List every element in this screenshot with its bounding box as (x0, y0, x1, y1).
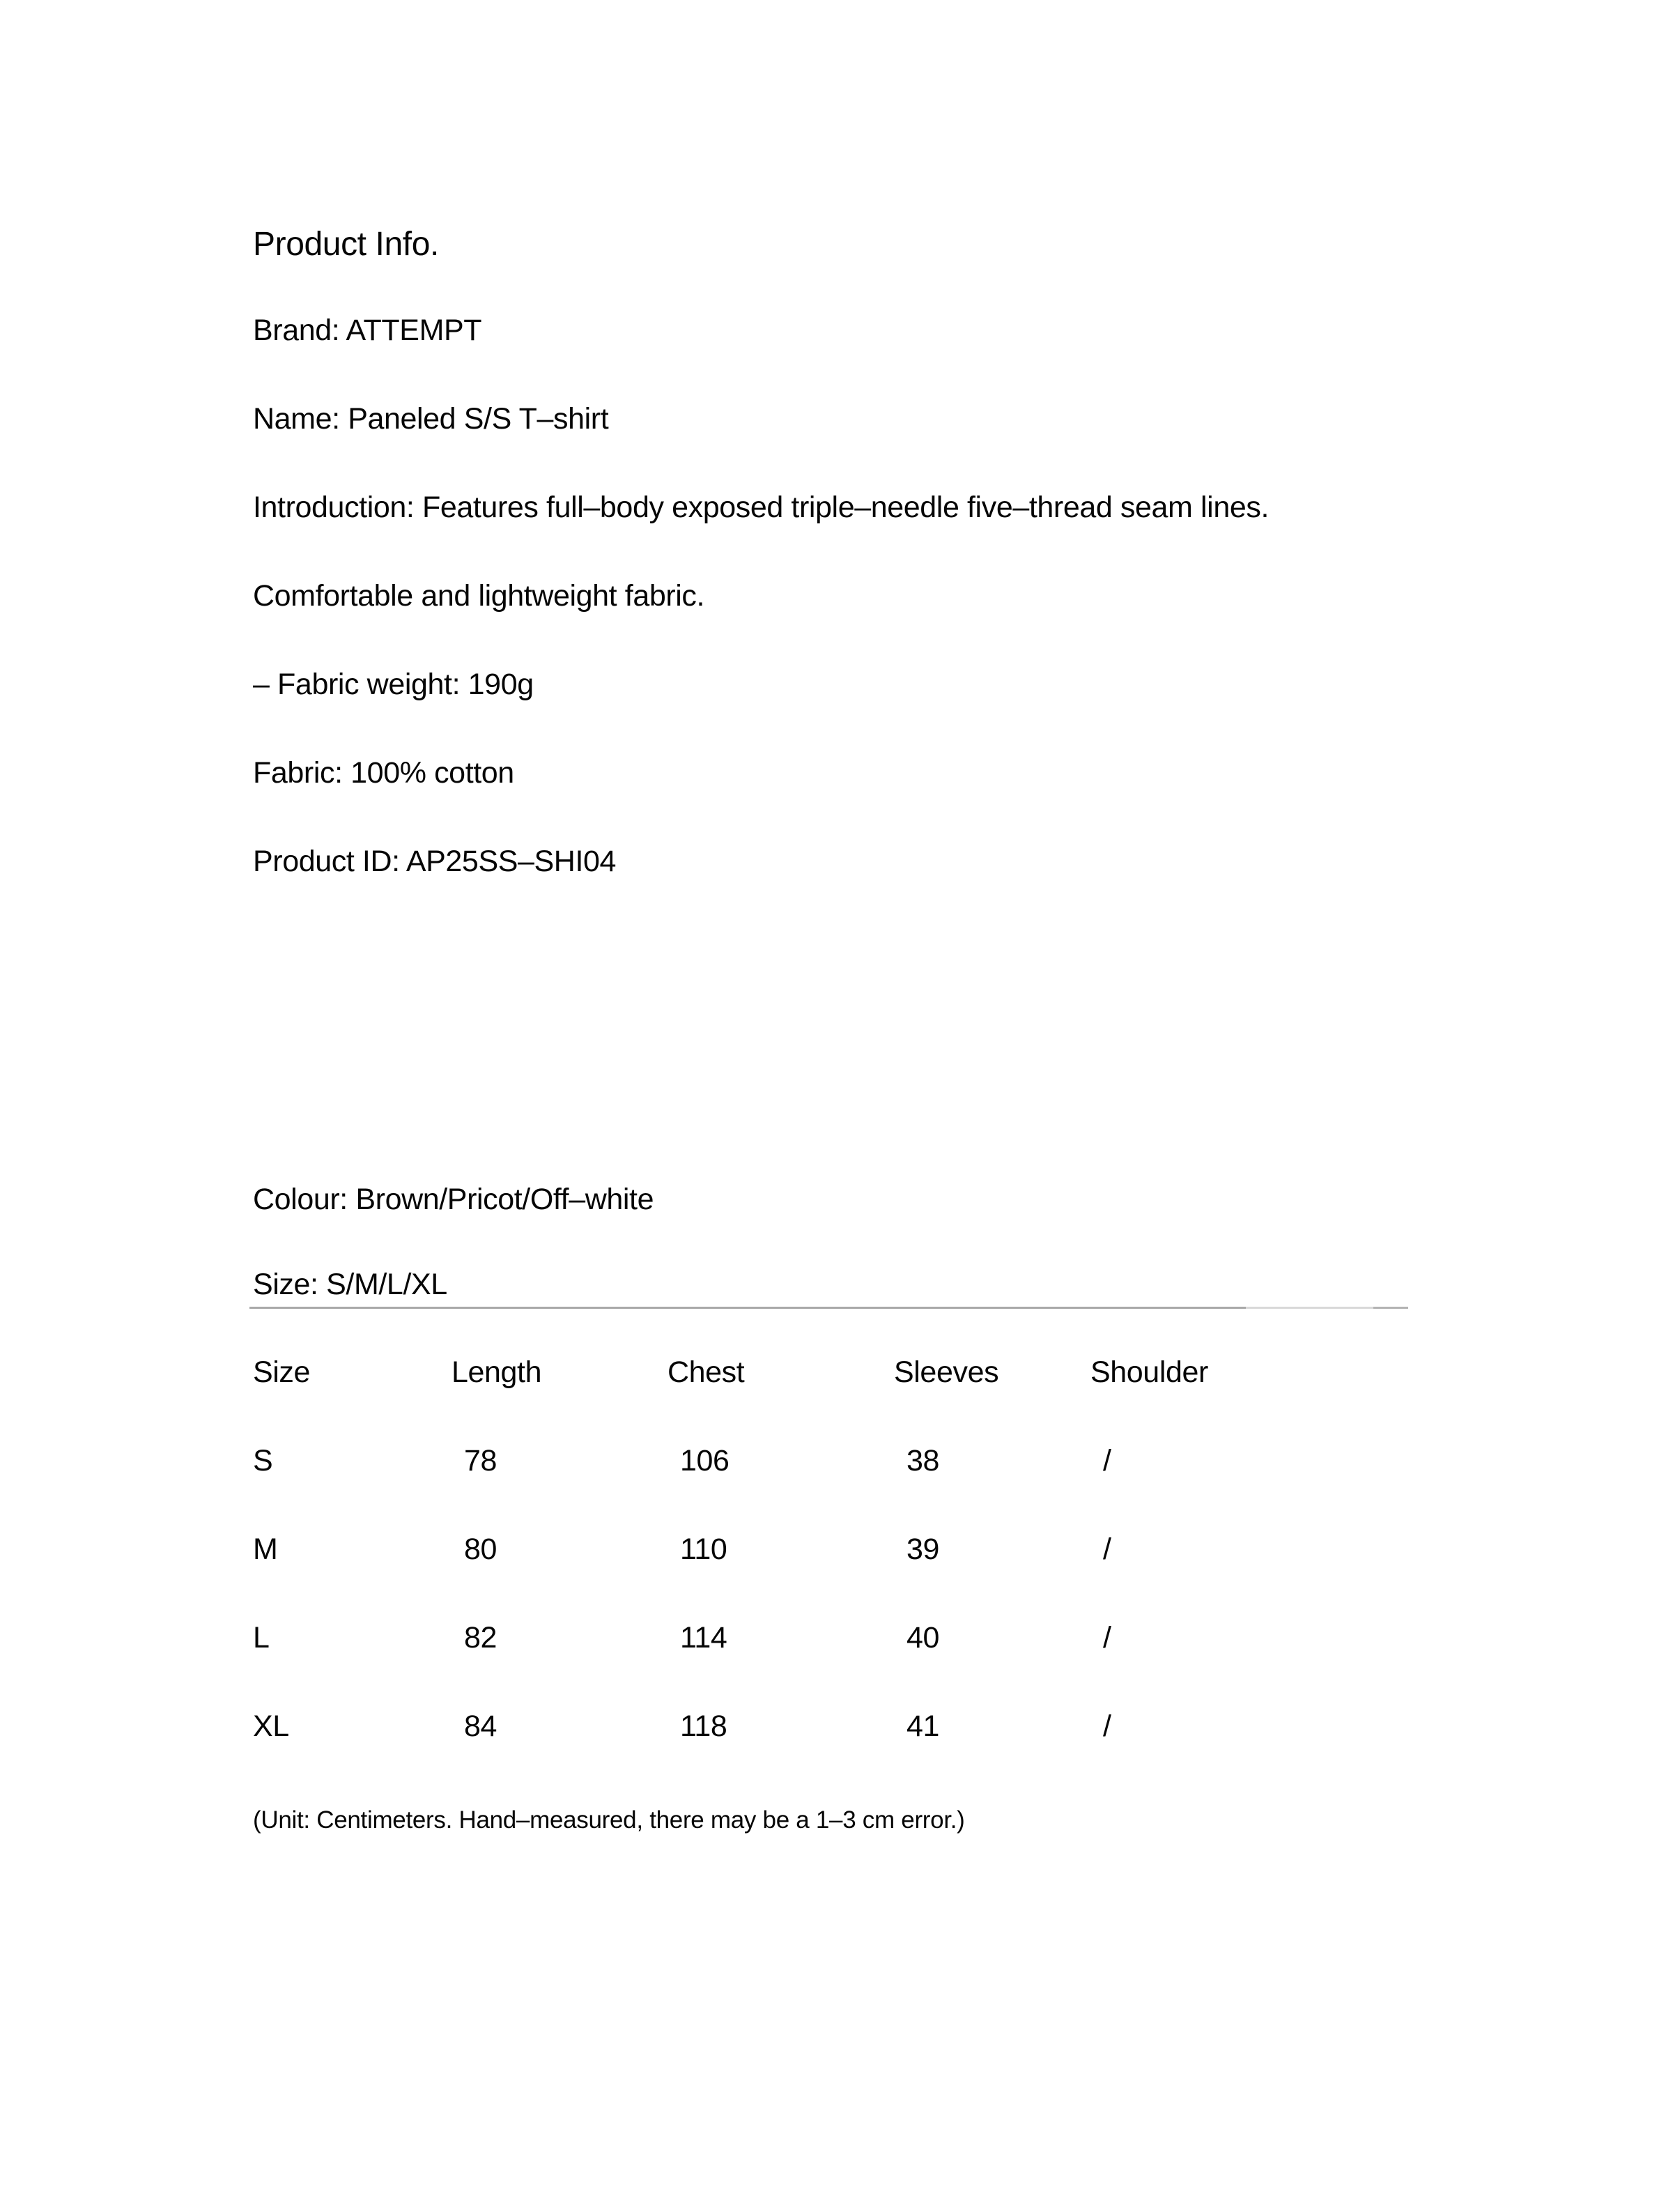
fabric-feel-line: Comfortable and lightweight fabric. (253, 579, 705, 613)
cell-sleeves: 39 (906, 1533, 940, 1566)
cell-shoulder: / (1103, 1444, 1111, 1477)
product-id-line: Product ID: AP25SS–SHI04 (253, 845, 617, 878)
cell-size: L (253, 1621, 270, 1654)
cell-length: 78 (464, 1444, 497, 1477)
cell-chest: 114 (680, 1621, 727, 1654)
brand-line: Brand: ATTEMPT (253, 314, 482, 347)
size-table-header-row (253, 1355, 1410, 1446)
colour-line: Colour: Brown/Pricot/Off–white (253, 1183, 654, 1216)
col-header-sleeves: Sleeves (894, 1355, 999, 1389)
cell-length: 82 (464, 1621, 497, 1654)
cell-length: 80 (464, 1533, 497, 1566)
cell-size: XL (253, 1710, 289, 1743)
cell-shoulder: / (1103, 1533, 1111, 1566)
size-table (253, 1355, 1410, 1800)
cell-size: M (253, 1533, 278, 1566)
cell-shoulder: / (1103, 1621, 1111, 1654)
col-header-chest: Chest (668, 1355, 745, 1389)
cell-chest: 106 (680, 1444, 730, 1477)
fabric-weight-line: – Fabric weight: 190g (253, 668, 534, 701)
cell-sleeves: 41 (906, 1710, 940, 1743)
size-table-divider (249, 1307, 1408, 1309)
size-table-row-s (253, 1446, 1410, 1535)
introduction-line: Introduction: Features full–body exposed triple–needle five–thread seam lines. (253, 491, 1269, 524)
cell-sleeves: 40 (906, 1621, 940, 1654)
size-table-row-l (253, 1623, 1410, 1712)
col-header-length: Length (452, 1355, 542, 1389)
size-table-row-m (253, 1535, 1410, 1623)
col-header-shoulder: Shoulder (1090, 1355, 1208, 1389)
cell-shoulder: / (1103, 1710, 1111, 1743)
product-name-line: Name: Paneled S/S T–shirt (253, 402, 609, 436)
page-title: Product Info. (253, 226, 439, 263)
cell-chest: 110 (680, 1533, 727, 1566)
cell-sleeves: 38 (906, 1444, 940, 1477)
fabric-line: Fabric: 100% cotton (253, 756, 514, 790)
cell-size: S (253, 1444, 273, 1477)
cell-chest: 118 (680, 1710, 727, 1743)
col-header-size: Size (253, 1355, 311, 1389)
cell-length: 84 (464, 1710, 497, 1743)
unit-footnote: (Unit: Centimeters. Hand–measured, there may be a 1–3 cm error.) (253, 1806, 965, 1834)
size-table-row-xl (253, 1712, 1410, 1800)
size-line: Size: S/M/L/XL (253, 1268, 447, 1301)
